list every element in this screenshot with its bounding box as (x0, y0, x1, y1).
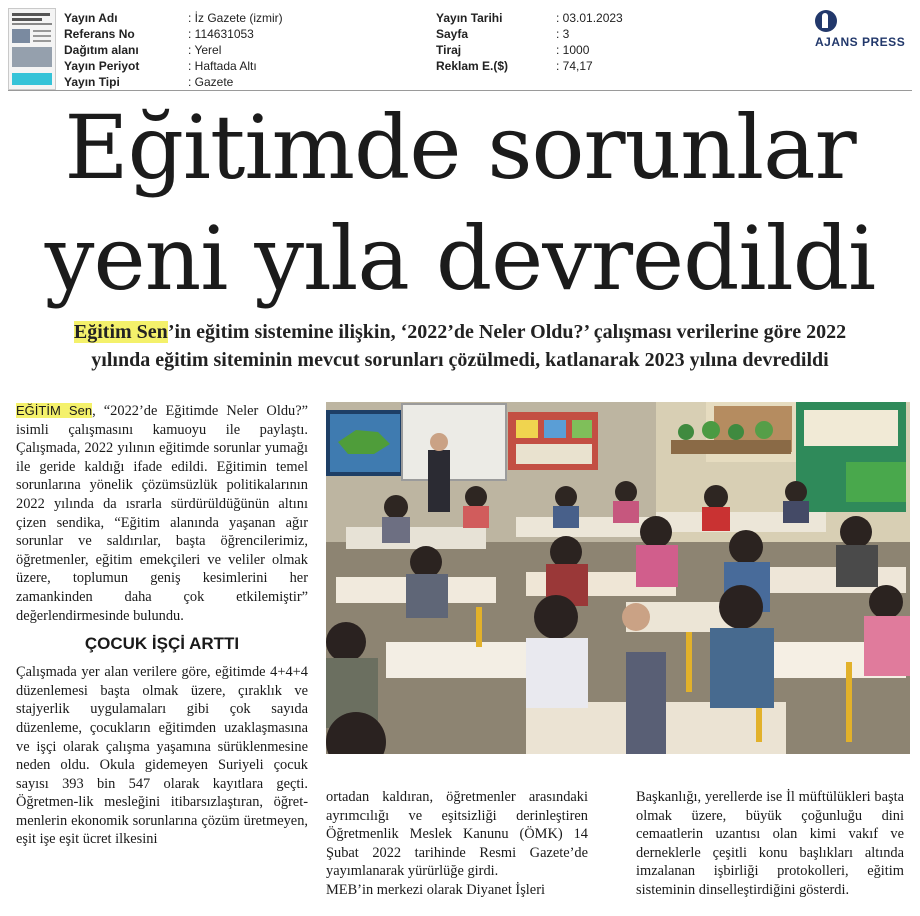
article-column-1 (16, 402, 308, 849)
article-subheadline (10, 318, 910, 374)
article-column-2 (326, 788, 588, 900)
ajans-press-logo (812, 10, 912, 50)
subhead-highlight: Eğitim Sen (73, 321, 168, 343)
header-divider (8, 90, 912, 91)
meta-label-reference-no: Referans No (64, 27, 135, 41)
subhead-line-2: yılında eğitim siteminin mevcut sorunları çözülmedi, katlanarak 2023 yılına devredildi (91, 349, 829, 371)
article-paragraph-1 (16, 402, 308, 625)
article-headline (0, 92, 920, 314)
meta-label-publication-name: Yayın Adı (64, 11, 118, 25)
paragraph-1-text: , “2022’de Eğitimde Neler Oldu?” isimli çalışmasını kamuoyu ile paylaştı. Çalışmada, 2022 yılının eğitimde sorunlar yumağı ile geride kaldığı ifade edildi. Eğitimin temel sorunlarına yönelik çözümsüzlük politikalarının 2022 yılında da ısrarla sürdürüldüğünün altını çizen sendika, “Eğitim alanında yaşanan ağır sorunlar ve saldırılar, başta öğrencilerimiz, öğretmenler, eğitim emekçileri ve veliler olmak üzere, toplumun geniş kesimlerini her zamankinden daha çok etkilemiştir” değerlendirmesinde bulundu. (16, 403, 308, 624)
meta-label-date: Yayın Tarihi (436, 11, 503, 25)
section-subheading: ÇOCUK İŞÇİ ARTTI (84, 634, 240, 654)
classroom-photo[interactable] (326, 402, 910, 754)
meta-label-circulation: Tiraj (436, 43, 462, 57)
article-paragraph-2: Çalışmada yer alan verilere göre, eğitimde 4+4+4 düzenlemesi başta olmak üzere, çıraklık ve stajyerlik uygulamaları gibi çok sayıda düzenleme, çocukların eğitimden uzaklaşmasına ve işçi olarak çalışma yaşamına sürüklenmesine neden oldu. Okula gidemeyen Suriyeli çocuk sayısı 393 bin 547 olarak kayıtlara geçti. Öğretmen-lik mesleğini itibarsızlaştıran, öğret-menlerin ekonomik sorunlarına çözüm üretmeyen, eşit işe eşit ücret ilkesini (16, 664, 308, 848)
globe-icon (815, 10, 837, 32)
meta-value-distribution: : Yerel (188, 43, 222, 57)
meta-value-type: : Gazete (188, 75, 234, 89)
article-paragraph-4: MEB’in merkezi olarak Diyanet İşleri (326, 881, 545, 898)
article-column-3 (636, 788, 904, 900)
meta-label-ad-value: Reklam E.($) (436, 59, 509, 73)
publication-info (64, 10, 424, 90)
headline-line-1: Eğitimde sorunlar (64, 96, 856, 199)
subhead-line-1-text: ’in eğitim sistemine ilişkin, ‘2022’de Neler Oldu?’ çalışması verilerine göre 2022 (167, 321, 847, 343)
meta-value-publication-name: : İz Gazete (izmir) (188, 11, 283, 25)
classroom-illustration (326, 402, 910, 754)
meta-label-period: Yayın Periyot (64, 59, 140, 73)
publication-stats (436, 10, 736, 74)
meta-value-period: : Haftada Altı (188, 59, 257, 73)
meta-label-page: Sayfa (436, 27, 469, 41)
meta-value-ad-value: : 74,17 (556, 59, 593, 73)
meta-label-distribution: Dağıtım alanı (64, 43, 139, 57)
headline-line-2: yeni yıla devredildi (44, 207, 876, 310)
article-paragraph-5: Başkanlığı, yerellerde ise İl müftülükleri başta olmak üzere, büyük çoğunluğu dini cemaatlerin uzantısı olan kimi vakıf ve derneklerle çeşitli konu başlıkları altında imzalanan işbirliği protokolleri, eğitim sisteminin dinselleştirdiğini gösterdi. (636, 789, 904, 898)
meta-value-reference-no: : 114631053 (188, 27, 254, 41)
meta-value-circulation: : 1000 (556, 43, 590, 57)
meta-label-type: Yayın Tipi (64, 75, 120, 89)
meta-value-date: : 03.01.2023 (556, 11, 623, 25)
page-thumbnail[interactable] (8, 8, 56, 90)
subhead-line-1 (10, 318, 910, 346)
lead-highlight: EĞİTİM Sen (16, 403, 93, 418)
article-paragraph-3: ortadan kaldıran, öğretmenler arasındaki ayrımcılığı ve eşitsizliği derinleştiren Öğretmenlik Meslek Kanunu (ÖMK) 14 Şubat 2022 tarihinde Resmi Gazete’de yayımlanarak yürürlüğe girdi. (326, 789, 588, 880)
meta-value-page: : 3 (556, 27, 570, 41)
logo-text: AJANS PRESS (815, 35, 906, 49)
